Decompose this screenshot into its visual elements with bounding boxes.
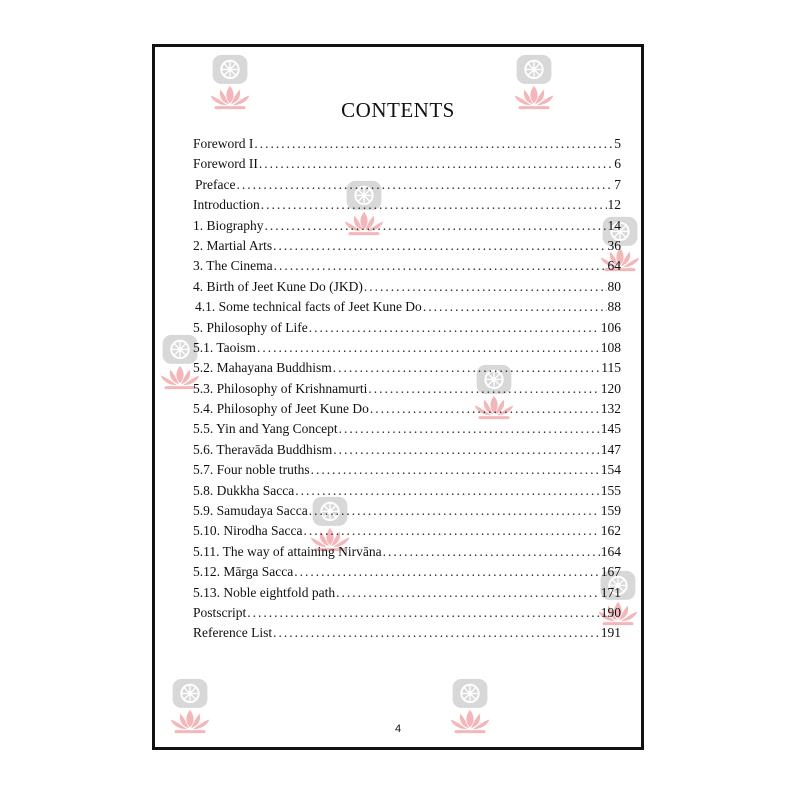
toc-entry-label: 5.8. Dukkha Sacca (193, 482, 295, 498)
toc-entry-page: 106 (600, 319, 621, 335)
toc-entry-label: Introduction (193, 197, 260, 213)
toc-leader-dots (423, 297, 607, 317)
toc-leader-dots (274, 256, 607, 276)
toc-entry (193, 338, 621, 358)
toc-entry (193, 603, 621, 623)
toc-leader-dots (254, 134, 613, 154)
toc-leader-dots (339, 419, 600, 439)
toc-entry (193, 481, 621, 501)
toc-entry-page: 88 (607, 299, 621, 315)
toc-entry-page: 108 (600, 339, 621, 355)
toc-entry-page: 191 (600, 625, 621, 641)
toc-entry-page: 120 (600, 380, 621, 396)
toc-entry (193, 521, 621, 541)
toc-leader-dots (257, 338, 600, 358)
toc-entry (193, 256, 621, 276)
toc-entry-page: 171 (600, 584, 621, 600)
toc-leader-dots (383, 542, 600, 562)
toc-entry-label: 5.5. Yin and Yang Concept (193, 421, 338, 437)
toc-entry (193, 134, 621, 154)
toc-entry (193, 562, 621, 582)
toc-leader-dots (311, 460, 600, 480)
toc-leader-dots (309, 318, 600, 338)
toc-entry-label: 4. Birth of Jeet Kune Do (JKD) (193, 278, 363, 294)
toc-entry (193, 501, 621, 521)
toc-entry (193, 440, 621, 460)
toc-entry-label: 5.3. Philosophy of Krishnamurti (193, 380, 368, 396)
toc-entry-label: 2. Martial Arts (193, 237, 273, 253)
toc-entry (193, 318, 621, 338)
toc-entry-page: 14 (607, 217, 621, 233)
toc-leader-dots (309, 501, 600, 521)
toc-entry-label: 5.1. Taoism (193, 339, 256, 355)
toc-entry-label: 5.6. Theravāda Buddhism (193, 441, 333, 457)
toc-entry (193, 195, 621, 215)
toc-leader-dots (336, 583, 600, 603)
toc-entry-page: 5 (614, 136, 621, 151)
toc-entry (193, 399, 621, 419)
toc-entry (193, 216, 621, 236)
toc-leader-dots (333, 440, 600, 460)
toc-entry-page: 162 (600, 523, 621, 539)
table-of-contents (193, 134, 621, 644)
toc-entry (193, 542, 621, 562)
toc-entry (193, 236, 621, 256)
toc-leader-dots (259, 154, 613, 174)
toc-entry-label: Foreword II (193, 156, 258, 172)
toc-leader-dots (303, 521, 599, 541)
toc-leader-dots (294, 562, 600, 582)
toc-entry (193, 175, 621, 195)
toc-entry-label: 4.1. Some technical facts of Jeet Kune Do (195, 299, 422, 315)
toc-leader-dots (236, 175, 613, 195)
toc-entry-page: 115 (601, 360, 621, 376)
document-page (152, 44, 644, 750)
toc-leader-dots (368, 379, 599, 399)
page-title: CONTENTS (341, 98, 455, 122)
toc-leader-dots (273, 236, 606, 256)
toc-entry (193, 358, 621, 378)
toc-entry-label: 5.9. Samudaya Sacca (193, 503, 308, 519)
toc-entry-label: 5.11. The way of attaining Nirvāna (193, 543, 382, 559)
toc-leader-dots (333, 358, 601, 378)
toc-entry-page: 12 (607, 197, 621, 213)
toc-entry-page: 64 (607, 258, 621, 274)
toc-entry-page: 155 (600, 482, 621, 498)
toc-entry-label: Preface (195, 176, 236, 192)
toc-entry-page: 132 (600, 401, 621, 417)
toc-entry-label: 5. Philosophy of Life (193, 319, 308, 335)
toc-entry (193, 583, 621, 603)
toc-entry-label: Postscript (193, 604, 247, 620)
toc-leader-dots (370, 399, 600, 419)
toc-leader-dots (265, 216, 607, 236)
toc-entry-page: 145 (600, 421, 621, 437)
toc-entry-label: Reference List (193, 625, 273, 641)
toc-leader-dots (261, 195, 607, 215)
toc-entry-label: Foreword I (193, 136, 254, 151)
toc-entry (193, 379, 621, 399)
toc-entry-page: 167 (600, 564, 621, 580)
toc-entry-label: 5.4. Philosophy of Jeet Kune Do (193, 401, 369, 417)
toc-entry-page: 36 (607, 237, 621, 253)
toc-entry (193, 277, 621, 297)
toc-leader-dots (295, 481, 600, 501)
toc-leader-dots (364, 277, 607, 297)
toc-entry-label: 3. The Cinema (193, 258, 273, 274)
toc-entry (193, 154, 621, 174)
toc-entry-label: 5.12. Mārga Sacca (193, 564, 294, 580)
toc-entry-page: 7 (614, 176, 621, 192)
toc-entry (193, 419, 621, 439)
toc-entry (193, 297, 621, 317)
toc-entry-page: 159 (600, 503, 621, 519)
toc-entry-page: 6 (614, 156, 621, 172)
toc-entry-label: 5.7. Four noble truths (193, 462, 310, 478)
toc-entry-page: 147 (600, 441, 621, 457)
toc-entry-label: 5.13. Noble eightfold path (193, 584, 336, 600)
toc-entry-page: 154 (600, 462, 621, 478)
toc-entry-label: 1. Biography (193, 217, 264, 233)
toc-entry-page: 164 (600, 543, 621, 559)
toc-entry-page: 190 (600, 604, 621, 620)
toc-leader-dots (273, 623, 600, 643)
toc-entry-page: 80 (607, 278, 621, 294)
page-number: 4 (394, 723, 402, 735)
toc-entry (193, 623, 621, 643)
toc-entry-label: 5.10. Nirodha Sacca (193, 523, 303, 539)
toc-entry-label: 5.2. Mahayana Buddhism (193, 360, 332, 376)
toc-entry (193, 460, 621, 480)
toc-leader-dots (247, 603, 599, 623)
